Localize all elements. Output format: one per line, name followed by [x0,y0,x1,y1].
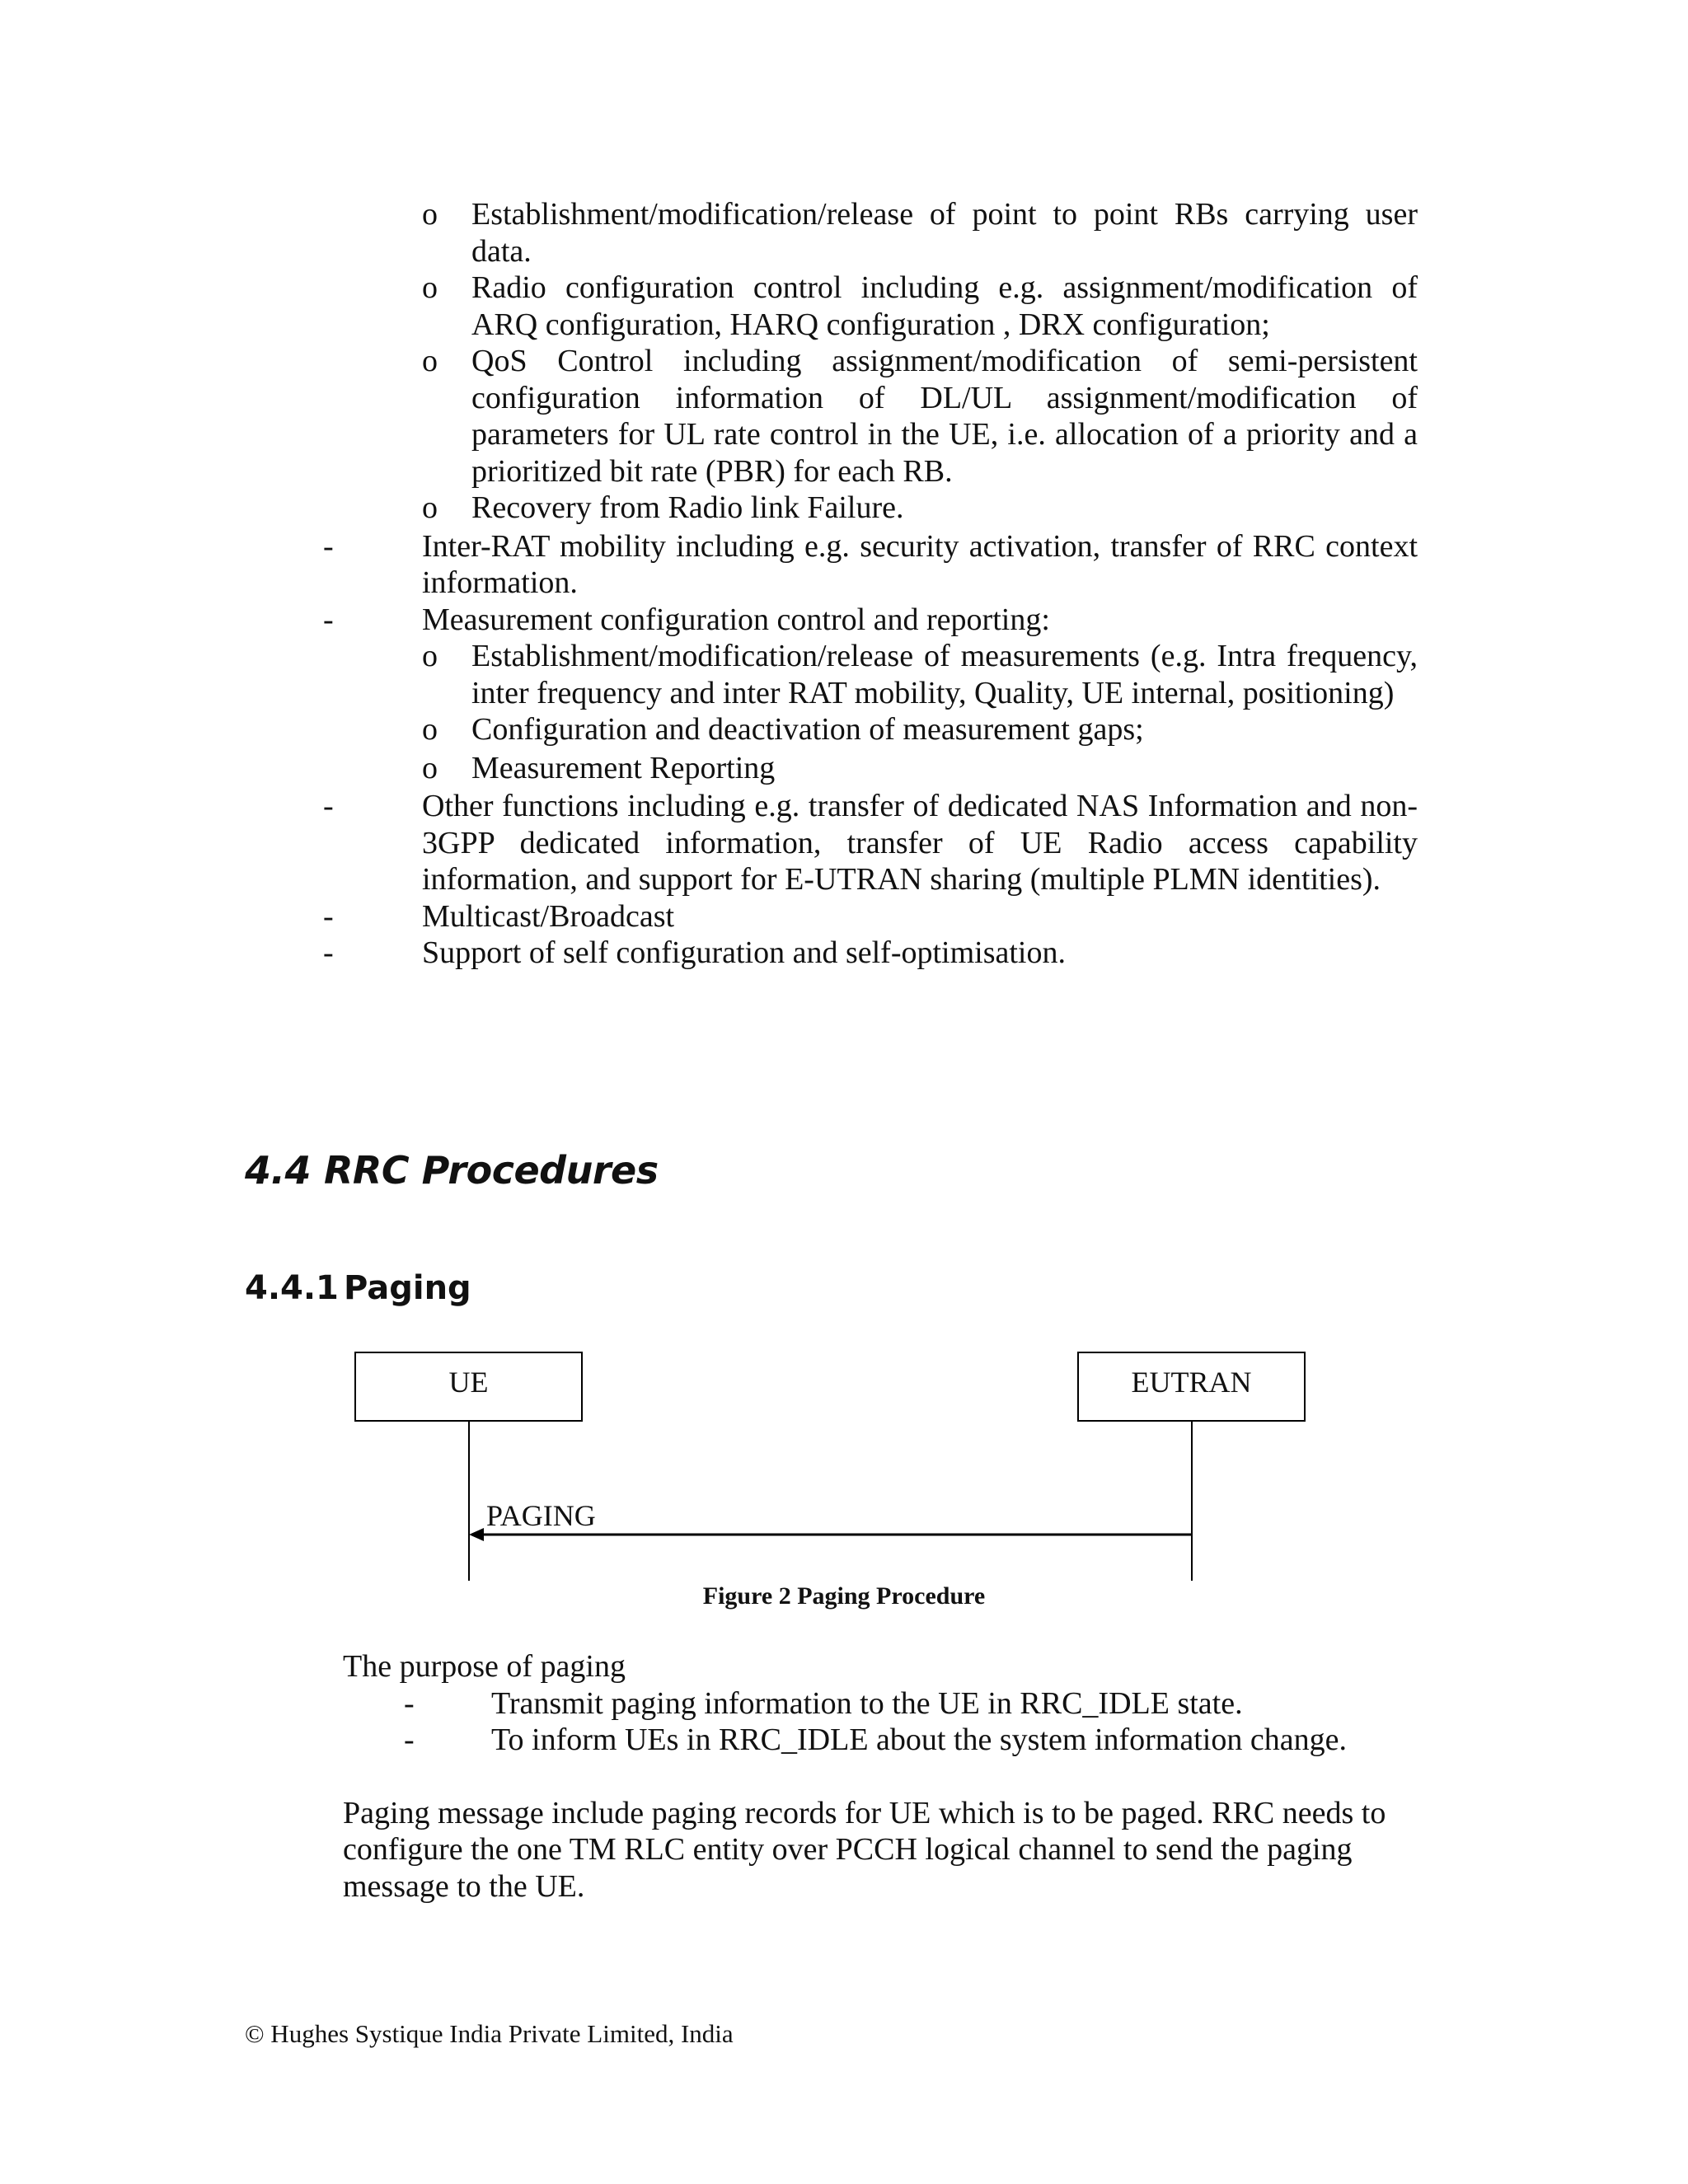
list-item [404,1722,1414,1759]
bullet-marker: - [323,602,334,637]
bullet-marker: - [404,1685,415,1721]
bullet-marker: o [422,270,438,305]
list-item-text: Measurement Reporting [471,750,776,785]
list-item-text: Measurement configuration control and reporting: [422,602,1050,637]
subsection-title: Paging [344,1269,471,1307]
eutran-entity-label: EUTRAN [1131,1366,1252,1399]
list-item-text: Establishment/modification/release of point to point RBs carrying user data. [471,197,1418,269]
bullet-marker: o [422,490,438,525]
list-item-text: Support of self configuration and self-optimisation. [422,935,1066,970]
list-item-text: QoS Control including assignment/modification of semi-persistent configuration information of DL/UL assignment/modification of parameters for UL rate control in the UE, i.e. allocation of a priority and a prioritized bit rate (PBR) for each RB. [471,344,1418,489]
bullet-marker: o [422,344,438,378]
list-item-text: Establishment/modification/release of measurements (e.g. Intra frequency, inter frequency and inter RAT mobility, Quality, UE internal, positioning) [471,639,1418,710]
purpose-intro: The purpose of paging [343,1649,626,1684]
paging-paragraph: Paging message include paging records for UE which is to be paged. RRC needs to configure the one TM RLC entity over PCCH logical channel to send the paging message to the UE. [343,1795,1386,1904]
arrowhead [469,1528,484,1541]
paging-purpose-section [343,1648,1414,1905]
list-item-text: To inform UEs in RRC_IDLE about the system information change. [491,1722,1347,1757]
ue-entity-label: UE [448,1366,489,1399]
list-item-text: Transmit paging information to the UE in RRC_IDLE state. [491,1685,1243,1721]
list-item-text: Recovery from Radio link Failure. [471,490,904,525]
section-number: 4.4 [245,1148,311,1193]
bullet-marker: o [422,639,438,673]
list-item-text: Multicast/Broadcast [422,898,675,934]
bullet-marker: - [404,1722,415,1757]
list-item-text: Inter-RAT mobility including e.g. security activation, transfer of RRC context information. [422,528,1418,600]
bullet-marker: o [422,750,438,785]
paging-message-label: PAGING [486,1499,596,1532]
subsection-number: 4.4.1 [245,1269,339,1307]
figure-caption: Figure 2 Paging Procedure [702,1582,986,1610]
copyright-footer: © Hughes Systique India Private Limited, India [245,2019,734,2048]
list-item-text: Other functions including e.g. transfer of dedicated NAS Information and non-3GPP dedicated information, transfer of UE Radio access capability information, and support for E-UTRAN sharing (multiple PLMN identities). [422,789,1418,897]
section-title: RRC Procedures [324,1148,659,1193]
bullet-marker: - [323,789,334,823]
bullet-marker: - [323,528,334,564]
list-item-text: Configuration and deactivation of measurement gaps; [471,712,1144,747]
bullet-marker: - [323,898,334,934]
bullet-marker: - [323,935,334,970]
list-item [404,1685,1414,1722]
list-item-text: Radio configuration control including e.g. assignment/modification of ARQ configuration, HARQ configuration , DRX configuration; [471,270,1418,342]
bullet-marker: o [422,197,438,232]
bullet-marker: o [422,712,438,747]
